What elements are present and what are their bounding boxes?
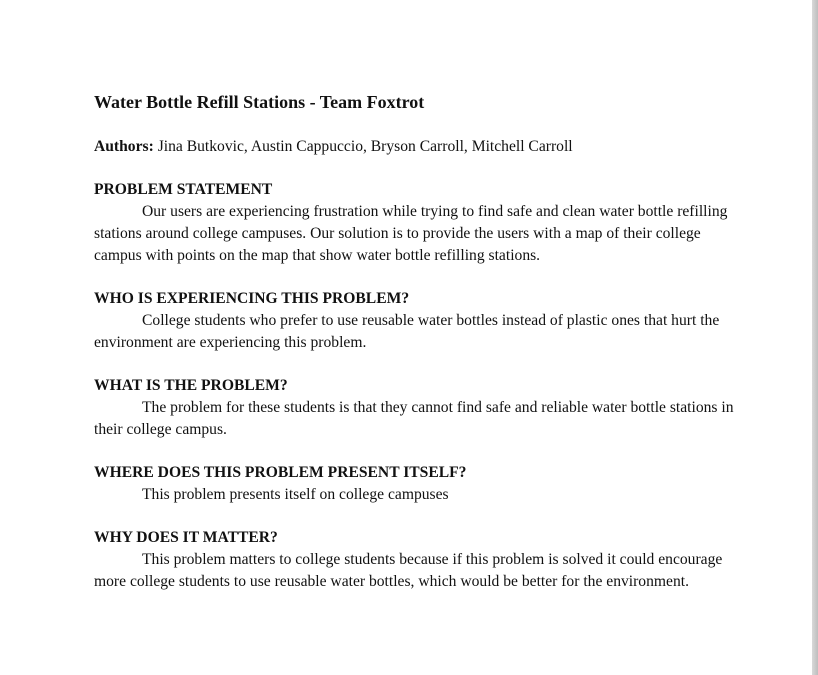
section-heading: WHY DOES IT MATTER?: [94, 529, 278, 546]
viewer-scroll-edge: [812, 0, 818, 675]
section-heading: WHAT IS THE PROBLEM?: [94, 377, 288, 394]
document-content: [94, 90, 734, 593]
section-where-does-problem-present: [94, 462, 734, 506]
section-body: Our users are experiencing frustration while trying to find safe and clean water bottle refilling stations around college campuses. Our solution is to provide the users with a map of their college campus with points on the map that show water bottle refilling stations.: [94, 203, 728, 264]
authors-names: Jina Butkovic, Austin Cappuccio, Bryson Carroll, Mitchell Carroll: [157, 138, 573, 155]
document-title: Water Bottle Refill Stations - Team Foxtrot: [94, 92, 425, 112]
section-body: College students who prefer to use reusable water bottles instead of plastic ones that hurt the environment are experiencing this problem.: [94, 312, 720, 351]
section-who-is-experiencing: [94, 288, 734, 354]
section-what-is-the-problem: [94, 375, 734, 441]
authors-label: Authors:: [94, 138, 154, 155]
section-body: The problem for these students is that they cannot find safe and reliable water bottle stations in their college campus.: [94, 399, 734, 438]
section-body: This problem matters to college students because if this problem is solved it could encourage more college students to use reusable water bottles, which would be better for the environment.: [94, 551, 723, 590]
section-why-does-it-matter: [94, 527, 734, 593]
section-heading: WHERE DOES THIS PROBLEM PRESENT ITSELF?: [94, 464, 467, 481]
section-body: This problem presents itself on college campuses: [142, 486, 449, 503]
section-heading: PROBLEM STATEMENT: [94, 181, 273, 198]
section-heading: WHO IS EXPERIENCING THIS PROBLEM?: [94, 290, 410, 307]
section-problem-statement: [94, 179, 734, 267]
authors-line: [94, 136, 734, 158]
